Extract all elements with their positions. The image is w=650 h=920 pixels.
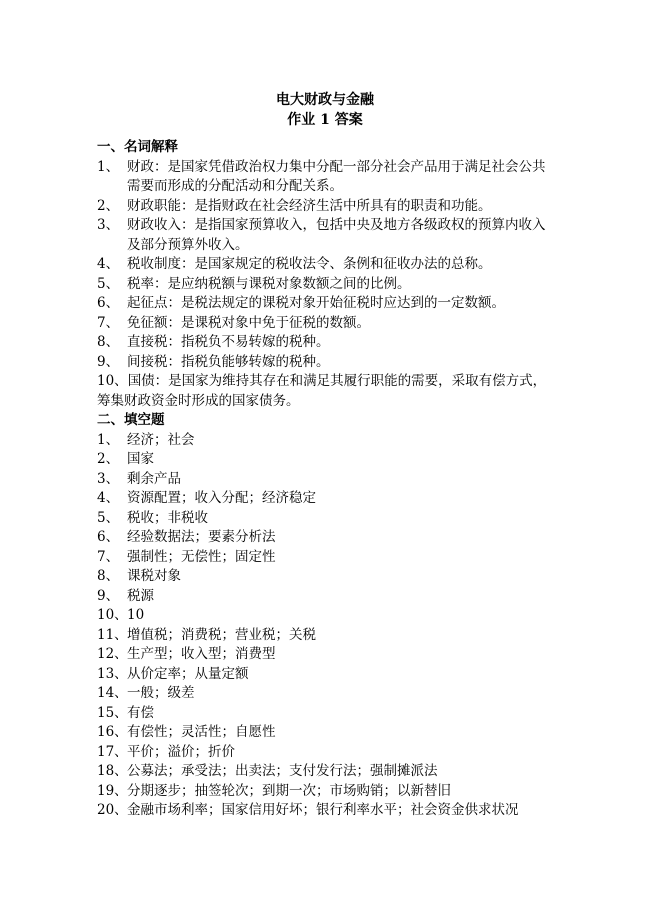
fill-item [97,548,557,568]
item-number: 9、 [97,587,120,604]
term-item [97,333,557,353]
document-title: 电大财政与金融 [276,92,374,108]
item-number: 11、 [97,626,128,643]
fill-item [97,626,557,646]
item-text: 国债：是国家为维持其存在和满足其履行职能的需要，采取有偿方式，筹集财政资金时形成的国家债务。 [97,373,547,409]
item-number: 4、 [97,256,120,272]
item-number: 7、 [97,548,120,565]
fill-item [97,587,557,607]
item-number: 20、 [97,802,128,818]
item-text: 财政职能：是指财政在社会经济生活中所具有的职责和功能。 [127,197,492,214]
fill-item [97,801,557,821]
item-text: 免征额：是课税对象中免于征税的数额。 [127,314,370,331]
item-number: 6、 [97,295,120,311]
fill-item [97,684,557,704]
fill-item [97,782,557,802]
term-item [97,158,557,197]
item-text: 国家 [127,451,154,467]
item-text: 经验数据法；要素分析法 [127,529,276,545]
item-text: 平价；溢价；折价 [127,743,235,760]
item-text: 剩余产品 [127,470,181,487]
fill-item [97,509,557,529]
item-number: 2、 [97,451,120,467]
item-number: 10、 [97,373,128,389]
item-text: 课税对象 [127,568,181,584]
item-number: 2、 [97,197,120,214]
fill-item [97,431,557,451]
item-number: 1、 [97,431,120,448]
item-text: 税收制度：是国家规定的税收法令、条例和征收办法的总称。 [127,256,492,272]
item-number: 3、 [97,217,120,233]
item-number: 13、 [97,665,128,682]
item-number: 7、 [97,314,120,331]
item-number: 1、 [97,158,120,175]
section-heading-fill: 二、填空题 [97,412,165,428]
item-text: 间接税：指税负能够转嫁的税种。 [127,353,330,370]
item-text: 有偿性；灵活性；自愿性 [127,724,276,740]
document-subtitle: 作业 1 答案 [287,112,363,128]
term-item [97,255,557,275]
item-text: 分期逐步；抽签轮次；到期一次；市场购销；以新替旧 [127,782,451,799]
item-number: 10、 [97,607,128,623]
fill-item [97,567,557,587]
item-number: 5、 [97,275,120,292]
item-number: 6、 [97,529,120,545]
term-item [97,197,557,217]
document-body [97,138,557,821]
item-text: 财政：是国家凭借政治权力集中分配一部分社会产品用于满足社会公共需要而形成的分配活动和分配关系。 [127,158,546,194]
fill-item [97,489,557,509]
item-number: 19、 [97,782,128,799]
item-text: 资源配置；收入分配；经济稳定 [127,490,316,506]
term-item [97,353,557,373]
item-text: 强制性；无偿性；固定性 [127,548,276,565]
item-number: 17、 [97,743,128,760]
item-text: 税源 [127,587,154,604]
item-number: 12、 [97,646,128,662]
item-text: 增值税；消费税；营业税；关税 [127,626,316,643]
fill-item [97,743,557,763]
term-item [97,216,557,255]
item-text: 经济；社会 [127,431,195,448]
item-number: 9、 [97,353,120,370]
fill-item [97,606,557,626]
fill-item [97,762,557,782]
fill-item [97,645,557,665]
item-text: 税收；非税收 [127,509,208,526]
item-number: 3、 [97,470,120,487]
term-item [97,314,557,334]
item-text: 税率：是应纳税额与课税对象数额之间的比例。 [127,275,411,292]
item-number: 8、 [97,568,120,584]
fill-item [97,450,557,470]
term-item [97,275,557,295]
term-item [97,372,557,411]
fill-item [97,723,557,743]
item-number: 16、 [97,724,128,740]
item-text: 有偿 [127,704,154,721]
section-heading-terms: 一、名词解释 [97,139,178,155]
item-text: 生产型；收入型；消费型 [127,646,276,662]
item-text: 金融市场利率；国家信用好坏；银行利率水平；社会资金供求状况 [127,802,519,818]
item-text: 起征点：是税法规定的课税对象开始征税时应达到的一定数额。 [127,295,505,311]
item-number: 5、 [97,509,120,526]
item-number: 15、 [97,704,128,721]
fill-item [97,704,557,724]
item-text: 公募法；承受法；出卖法；支付发行法；强制摊派法 [127,763,438,779]
term-item [97,294,557,314]
item-text: 直接税：指税负不易转嫁的税种。 [127,334,330,350]
item-text: 一般；级差 [127,685,195,701]
item-text: 10 [127,607,145,623]
fill-item [97,665,557,685]
item-text: 从价定率；从量定额 [127,665,249,682]
item-text: 财政收入：是指国家预算收入，包括中央及地方各级政权的预算内收入及部分预算外收入。 [127,217,546,253]
fill-item [97,528,557,548]
item-number: 8、 [97,334,120,350]
item-number: 4、 [97,490,120,506]
fill-item [97,470,557,490]
item-number: 18、 [97,763,128,779]
item-number: 14、 [97,685,128,701]
